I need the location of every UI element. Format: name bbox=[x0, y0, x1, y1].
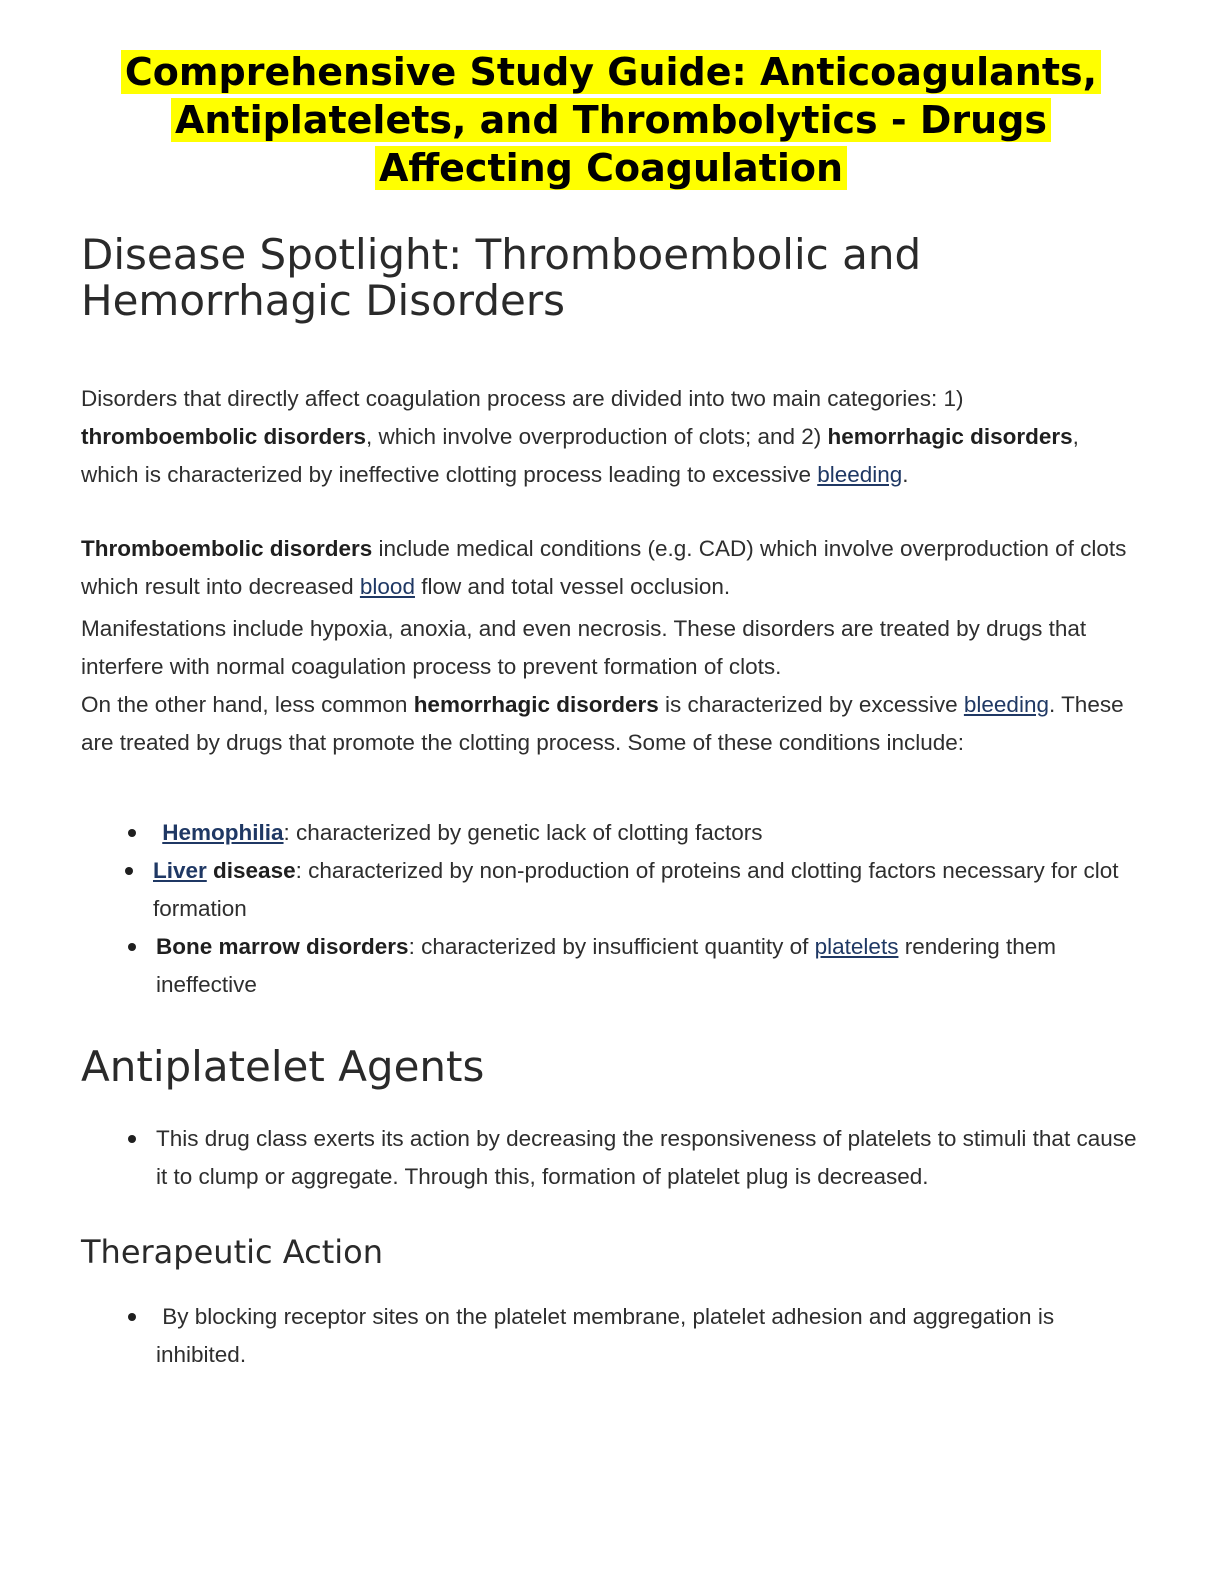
bone-marrow-text-1: : characterized by insufficient quantity of bbox=[408, 934, 815, 959]
hemorrhagic-paragraph bbox=[81, 686, 1141, 762]
disease-spotlight-heading: Disease Spotlight: Thromboembolic and Hemorrhagic Disorders bbox=[81, 230, 922, 325]
antiplatelet-bullet bbox=[156, 1120, 1141, 1196]
thromboembolic-bold: Thromboembolic disorders bbox=[81, 536, 373, 561]
liver-link[interactable]: Liver bbox=[153, 858, 207, 883]
hemorrhagic-bold: hemorrhagic disorders bbox=[413, 692, 659, 717]
platelets-link[interactable]: platelets bbox=[814, 934, 899, 959]
intro-text-2: , which involve overproduction of clots; and 2) bbox=[366, 424, 828, 449]
thromboembolic-text-2: flow and total vessel occlusion. bbox=[414, 574, 731, 599]
intro-text-4: . bbox=[902, 462, 909, 487]
therapeutic-bullet bbox=[156, 1298, 1141, 1374]
intro-text-1: Disorders that directly affect coagulation process are divided into two main categories: 1) bbox=[81, 386, 964, 411]
hemorrhagic-text-1: On the other hand, less common bbox=[81, 692, 414, 717]
bullet-icon bbox=[128, 943, 136, 951]
antiplatelet-list bbox=[81, 1120, 1141, 1196]
list-item-bone-marrow bbox=[156, 928, 1141, 1004]
intro-bold-hemorrhagic: hemorrhagic disorders bbox=[827, 424, 1073, 449]
document-title bbox=[81, 48, 1141, 192]
manifestations-paragraph: Manifestations include hypoxia, anoxia, and even necrosis. These disorders are treated by drugs that interfere with normal coagulation process to prevent formation of clots. bbox=[81, 616, 1087, 679]
thromboembolic-text-1: include medical conditions (e.g. CAD) which involve overproduction of clots which result into decreased bbox=[81, 536, 1127, 599]
intro-text-3: , which is characterized by ineffective clotting process leading to excessive bbox=[81, 424, 1079, 487]
antiplatelet-bullet-text: This drug class exerts its action by decreasing the responsiveness of platelets to stimuli that cause it to clump or aggregate. Through this, formation of platelet plug is decreased. bbox=[156, 1126, 1137, 1189]
intro-bold-thromboembolic: thromboembolic disorders bbox=[81, 424, 367, 449]
bone-marrow-bold: Bone marrow disorders bbox=[156, 934, 409, 959]
hemorrhagic-text-2: is characterized by excessive bbox=[658, 692, 964, 717]
hemorrhagic-text-3: . These are treated by drugs that promote the clotting process. Some of these conditions include: bbox=[81, 692, 1124, 755]
hemophilia-text: : characterized by genetic lack of clotting factors bbox=[283, 820, 763, 845]
bullet-icon bbox=[128, 1313, 136, 1321]
bullet-icon bbox=[125, 867, 133, 875]
bullet-icon bbox=[128, 1135, 136, 1143]
therapeutic-list bbox=[81, 1298, 1141, 1374]
therapeutic-action-heading: Therapeutic Action bbox=[81, 1233, 383, 1271]
bleeding-link-2[interactable]: bleeding bbox=[963, 692, 1049, 717]
liver-text: : characterized by non-production of proteins and clotting factors necessary for clot formation bbox=[153, 858, 1119, 921]
blood-link[interactable]: blood bbox=[359, 574, 415, 599]
hemophilia-link[interactable]: Hemophilia bbox=[162, 820, 284, 845]
bullet-icon bbox=[128, 829, 136, 837]
document-title-text: Comprehensive Study Guide: Anticoagulants, Antiplatelets, and Thrombolytics - Drugs Affecting Coagulation bbox=[121, 50, 1101, 190]
intro-paragraph bbox=[81, 380, 1141, 494]
list-item-liver bbox=[153, 852, 1141, 928]
bleeding-link[interactable]: bleeding bbox=[817, 462, 903, 487]
therapeutic-bullet-text: By blocking receptor sites on the platelet membrane, platelet adhesion and aggregation is inhibited. bbox=[156, 1304, 1055, 1367]
thromboembolic-paragraph bbox=[81, 530, 1141, 606]
conditions-list bbox=[81, 814, 1141, 1004]
list-item-hemophilia bbox=[156, 814, 1141, 852]
antiplatelet-agents-heading: Antiplatelet Agents bbox=[81, 1042, 485, 1091]
bone-marrow-text-2: rendering them ineffective bbox=[156, 934, 1057, 997]
document-page bbox=[81, 48, 1141, 1374]
liver-disease-bold: disease bbox=[206, 858, 296, 883]
